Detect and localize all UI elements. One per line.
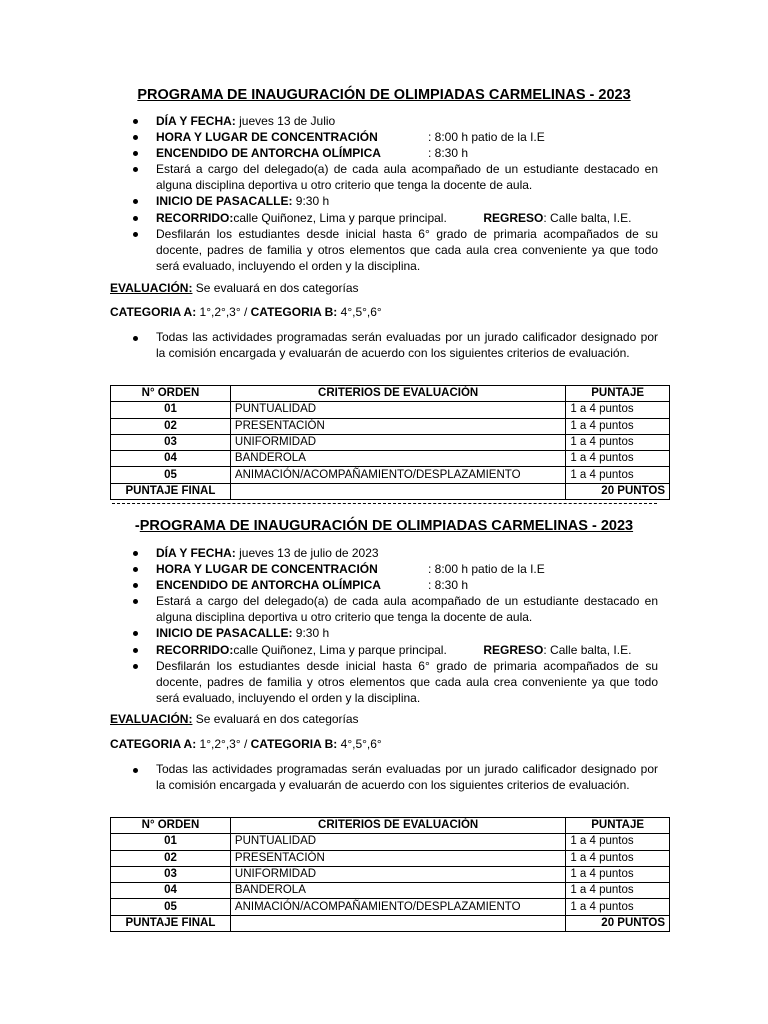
table-row: 04 BANDEROLA 1 a 4 puntos — [111, 451, 670, 467]
jury-note: Todas las actividades programadas serán evaluadas por un jurado calificador designado por la comisión encargada y evaluarán de acuerdo con los siguientes criterios de evaluación. — [133, 330, 658, 361]
bullet-icon — [133, 583, 138, 588]
list-item: Estará a cargo del delegado(a) de cada aula acompañado de un estudiante destacado en alguna disciplina deportiva u otro criterio que tenga la docente de aula. — [133, 593, 658, 625]
list-item: HORA Y LUGAR DE CONCENTRACIÓN : 8:00 h patio de la I.E — [133, 561, 658, 577]
table-row: 02 PRESENTACIÓN 1 a 4 puntos — [111, 850, 670, 866]
table-row: 02 PRESENTACIÓN 1 a 4 puntos — [111, 418, 670, 434]
table-row: 05 ANIMACIÓN/ACOMPAÑAMIENTO/DESPLAZAMIENTO 1 a 4 puntos — [111, 467, 670, 483]
header-orden: N° ORDEN — [111, 386, 231, 402]
bullet-icon — [133, 631, 138, 636]
bullet-icon — [133, 551, 138, 556]
table-header-row — [111, 386, 670, 402]
bullet-icon — [133, 167, 138, 172]
category-line: CATEGORIA A: 1°,2°,3° / CATEGORIA B: 4°,5°,6° — [110, 737, 382, 751]
document-title — [0, 517, 768, 535]
list-item: Desfilarán los estudiantes desde inicial hasta 6° grado de primaria acompañados de su docente, padres de familia y otros elementos que cada aula crea conveniente ya que todo será evaluado, incluyendo el orden y la disciplina. — [133, 658, 658, 706]
criteria-table — [110, 817, 670, 932]
table-row: 05 ANIMACIÓN/ACOMPAÑAMIENTO/DESPLAZAMIENTO 1 a 4 puntos — [111, 899, 670, 915]
program-list — [133, 113, 658, 274]
list-item: DÍA Y FECHA: jueves 13 de Julio — [133, 113, 658, 129]
list-item: RECORRIDO:calle Quiñonez, Lima y parque principal. REGRESO: Calle balta, I.E. — [133, 210, 658, 226]
table-row: 03 UNIFORMIDAD 1 a 4 puntos — [111, 434, 670, 450]
list-item: INICIO DE PASACALLE: 9:30 h — [133, 193, 658, 209]
title-text: PROGRAMA DE INAUGURACIÓN DE OLIMPIADAS CARMELINAS - 2023 — [137, 87, 631, 103]
bullet-icon — [133, 216, 138, 221]
bullet-icon — [133, 648, 138, 653]
jury-note: Todas las actividades programadas serán evaluadas por un jurado calificador designado por la comisión encargada y evaluarán de acuerdo con los siguientes criterios de evaluación. — [133, 762, 658, 793]
table-total-row: PUNTAJE FINAL 20 PUNTOS — [111, 915, 670, 931]
list-item: ENCENDIDO DE ANTORCHA OLÍMPICA : 8:30 h — [133, 577, 658, 593]
evaluation-line: EVALUACIÓN: Se evaluará en dos categorías — [110, 712, 359, 726]
title-prefix: - — [134, 518, 140, 534]
list-item: HORA Y LUGAR DE CONCENTRACIÓN : 8:00 h patio de la I.E — [133, 129, 658, 145]
bullet-icon — [133, 151, 138, 156]
program-list — [133, 545, 658, 706]
bullet-icon — [133, 599, 138, 604]
evaluation-line: EVALUACIÓN: Se evaluará en dos categorías — [110, 281, 359, 295]
list-item: ENCENDIDO DE ANTORCHA OLÍMPICA : 8:30 h — [133, 145, 658, 161]
header-puntaje: PUNTAJE — [566, 818, 670, 834]
bullet-icon — [133, 232, 138, 237]
table-header-row — [111, 818, 670, 834]
separator-line — [112, 503, 657, 510]
table-total-row: PUNTAJE FINAL 20 PUNTOS — [111, 483, 670, 499]
bullet-icon — [133, 768, 138, 773]
header-puntaje: PUNTAJE — [566, 386, 670, 402]
criteria-table — [110, 385, 670, 500]
header-criterios: CRITERIOS DE EVALUACIÓN — [230, 818, 565, 834]
table-row: 04 BANDEROLA 1 a 4 puntos — [111, 883, 670, 899]
table-row: 01 PUNTUALIDAD 1 a 4 puntos — [111, 402, 670, 418]
list-item: DÍA Y FECHA: jueves 13 de julio de 2023 — [133, 545, 658, 561]
table-row: 03 UNIFORMIDAD 1 a 4 puntos — [111, 866, 670, 882]
list-item: Desfilarán los estudiantes desde inicial hasta 6° grado de primaria acompañados de su docente, padres de familia y otros elementos que cada aula crea conveniente ya que todo será evaluado, incluyendo el orden y la disciplina. — [133, 226, 658, 274]
category-line: CATEGORIA A: 1°,2°,3° / CATEGORIA B: 4°,5°,6° — [110, 305, 382, 319]
bullet-icon — [133, 135, 138, 140]
list-item: Estará a cargo del delegado(a) de cada aula acompañado de un estudiante destacado en alguna disciplina deportiva u otro criterio que tenga la docente de aula. — [133, 161, 658, 193]
list-item: INICIO DE PASACALLE: 9:30 h — [133, 625, 658, 641]
title-text: PROGRAMA DE INAUGURACIÓN DE OLIMPIADAS CARMELINAS - 2023 — [139, 518, 634, 534]
document-title — [0, 86, 768, 104]
bullet-icon — [133, 336, 138, 341]
bullet-icon — [133, 119, 138, 124]
list-item: RECORRIDO:calle Quiñonez, Lima y parque principal. REGRESO: Calle balta, I.E. — [133, 642, 658, 658]
bullet-icon — [133, 199, 138, 204]
bullet-icon — [133, 664, 138, 669]
bullet-icon — [133, 567, 138, 572]
header-criterios: CRITERIOS DE EVALUACIÓN — [230, 386, 565, 402]
table-row: 01 PUNTUALIDAD 1 a 4 puntos — [111, 834, 670, 850]
header-orden: N° ORDEN — [111, 818, 231, 834]
